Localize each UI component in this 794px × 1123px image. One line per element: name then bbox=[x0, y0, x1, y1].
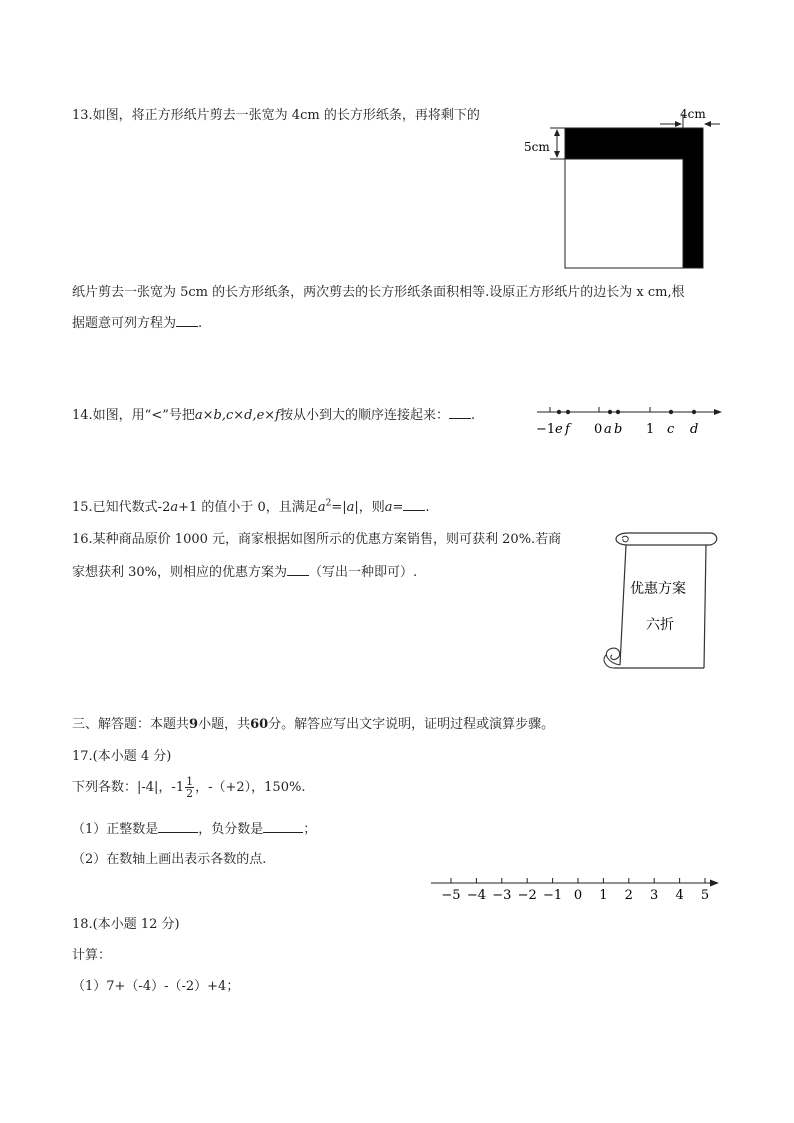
tick-label: −4 bbox=[466, 888, 486, 903]
q16-line2 bbox=[72, 561, 417, 580]
tick-label: −3 bbox=[492, 888, 512, 903]
q14-prefix: 14.如图，用“<”号把 bbox=[72, 408, 195, 423]
q13-line1: 13.如图，将正方形纸片剪去一张宽为 4cm 的长方形纸条，再将剩下的 bbox=[72, 108, 480, 123]
q15-part-e: = bbox=[392, 500, 404, 515]
q13-line3-prefix: 据题意可列方程为 bbox=[72, 316, 177, 331]
tick-label: 1 bbox=[599, 888, 608, 903]
tick-label: 5 bbox=[700, 888, 710, 903]
section3-count: 9 bbox=[189, 717, 199, 732]
fraction-one-half bbox=[185, 776, 194, 799]
q15-var2: a bbox=[317, 500, 326, 515]
tick-label: 2 bbox=[624, 888, 633, 903]
q17-ticks bbox=[441, 878, 709, 903]
scroll-title: 优惠方案 bbox=[630, 581, 686, 597]
q17-list-suffix: ，-（+2），150%. bbox=[195, 780, 306, 795]
scroll-content: 六折 bbox=[646, 617, 674, 633]
q17-list-prefix: 下列各数：|-4|，-1 bbox=[72, 780, 185, 795]
point-label-b: b bbox=[614, 422, 623, 437]
q17-part1-a: （1）正整数是 bbox=[72, 822, 159, 837]
q14-expression: a×b,c×d,e×f bbox=[194, 408, 280, 423]
q17-part1-b: ，负分数是 bbox=[198, 822, 264, 837]
q15-part-d: |，则 bbox=[354, 500, 385, 515]
tick-label-0: 0 bbox=[594, 422, 603, 437]
q14-text bbox=[72, 404, 475, 423]
section3-header bbox=[72, 713, 554, 732]
point-label-c: c bbox=[667, 422, 675, 437]
fraction-numerator: 1 bbox=[186, 775, 194, 788]
q17-header: 17.(本小题 4 分) bbox=[72, 749, 172, 764]
tick-label-minus1: −1 bbox=[536, 422, 556, 437]
q15-var4: a bbox=[384, 500, 393, 515]
point-label-a: a bbox=[604, 422, 612, 437]
q13-answer-blank bbox=[176, 315, 198, 327]
q17-list bbox=[72, 776, 305, 799]
q15-part-a: 15.已知代数式-2 bbox=[72, 500, 171, 515]
q14-answer-blank bbox=[449, 407, 471, 419]
q15-part-b: +1 的值小于 0，且满足 bbox=[178, 500, 318, 515]
discount-scroll bbox=[598, 525, 723, 675]
q13-line3-suffix: . bbox=[198, 316, 203, 331]
q13-line2: 纸片剪去一张宽为 5cm 的长方形纸条，两次剪去的长方形纸条面积相等.设原正方形纸片的边长为 x cm,根 bbox=[72, 285, 685, 300]
q17-part1 bbox=[72, 818, 316, 837]
q16-line2-prefix: 家想获利 30%，则相应的优惠方案为 bbox=[72, 565, 288, 580]
section3-suffix: 分。解答应写出文字说明，证明过程或演算步骤。 bbox=[268, 717, 555, 732]
q14-end: . bbox=[471, 408, 476, 423]
q15-end: . bbox=[425, 500, 430, 515]
tick-label: 0 bbox=[573, 888, 583, 903]
q15-var3: a bbox=[346, 500, 355, 515]
q16-line1: 16.某种商品原价 1000 元，商家根据如图所示的优惠方案销售，则可获利 20%.若商 bbox=[72, 532, 562, 547]
q14-suffix: 按从小到大的顺序连接起来： bbox=[279, 408, 449, 423]
tick-label: −1 bbox=[543, 888, 563, 903]
q15-var1: a bbox=[170, 500, 179, 515]
q17-number-line bbox=[425, 872, 725, 904]
section3-score: 60 bbox=[250, 717, 269, 732]
q14-number-line bbox=[532, 398, 727, 440]
q17-blank-negative-fractions bbox=[263, 821, 303, 833]
q13-figure bbox=[520, 100, 730, 275]
tick-label: −2 bbox=[517, 888, 537, 903]
q15-text bbox=[72, 496, 430, 515]
q18-header: 18.(本小题 12 分) bbox=[72, 917, 180, 932]
q13-line3 bbox=[72, 312, 202, 331]
q15-exponent: 2 bbox=[325, 498, 332, 509]
q16-line2-suffix: （写出一种即可）. bbox=[309, 565, 418, 580]
q15-answer-blank bbox=[403, 499, 425, 511]
q17-part1-c: ； bbox=[303, 822, 317, 837]
label-5cm: 5cm bbox=[524, 140, 550, 154]
q18-calc: 计算： bbox=[72, 948, 112, 963]
point-label-f: f bbox=[565, 422, 570, 437]
section3-mid: 小题，共 bbox=[198, 717, 251, 732]
fraction-denominator: 2 bbox=[186, 787, 194, 800]
q16-answer-blank bbox=[287, 564, 309, 576]
tick-label-1: 1 bbox=[646, 422, 655, 437]
section3-prefix: 三、解答题：本题共 bbox=[72, 717, 190, 732]
q15-part-c: =| bbox=[331, 500, 347, 515]
q18-part1: （1）7+（-4）-（-2）+4； bbox=[72, 979, 240, 994]
point-label-d: d bbox=[690, 422, 699, 437]
tick-label: −5 bbox=[441, 888, 461, 903]
tick-label: 4 bbox=[675, 888, 684, 903]
label-4cm: 4cm bbox=[680, 107, 706, 121]
tick-label: 3 bbox=[650, 888, 659, 903]
q17-part2: （2）在数轴上画出表示各数的点. bbox=[72, 852, 267, 867]
point-label-e: e bbox=[555, 422, 563, 437]
q17-blank-positive-integers bbox=[158, 821, 198, 833]
